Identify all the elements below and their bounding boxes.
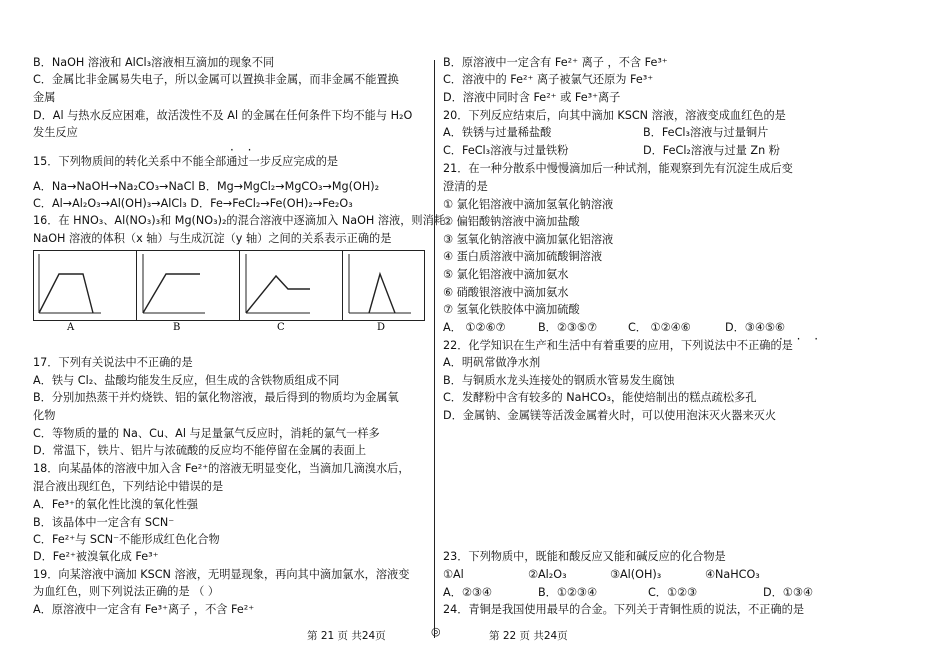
q21-option-c: C． ①②④⑥ bbox=[628, 321, 691, 334]
q20-option-b: B．FeCl₃溶液与过量铜片 bbox=[643, 126, 769, 139]
q23-items bbox=[443, 568, 760, 582]
page-number-right: 第 22 页 共24页 bbox=[489, 630, 568, 642]
text-line: 为血红色，则下列说法正确的是 （ ） bbox=[33, 585, 220, 598]
question-22: 22．化学知识在生产和生活中有着重要的应用，下列说法中不正确的是 bbox=[443, 339, 793, 352]
q22-option-b: B．与铜质水龙头连接处的钢质水管易发生腐蚀 bbox=[443, 374, 675, 387]
q19-option-c: C．溶液中的 Fe²⁺ 离子被氯气还原为 Fe³⁺ bbox=[443, 73, 654, 86]
question-23: 23．下列物质中，既能和酸反应又能和碱反应的化合物是 bbox=[443, 550, 726, 563]
q23-option-c: C．①②③ bbox=[648, 586, 698, 599]
question-16: 16．在 HNO₃、Al(NO₃)₃和 Mg(NO₃)₂的混合溶液中逐滴加入 NaOH 溶液，则消耗 bbox=[33, 214, 445, 227]
text-line: 化物 bbox=[33, 409, 56, 422]
text-line: C．金属比非金属易失电子，所以金属可以置换非金属，而非金属不能置换 bbox=[33, 73, 399, 86]
q16-graphs bbox=[33, 250, 425, 332]
q17-option-d: D．常温下，铁片、铝片与浓硫酸的反应均不能停留在金属的表面上 bbox=[33, 444, 367, 457]
question-20: 20．下列反应结束后，向其中滴加 KSCN 溶液，溶液变成血红色的是 bbox=[443, 109, 786, 122]
emphasis-dots: · · bbox=[230, 143, 257, 157]
graph-label-a: A bbox=[67, 322, 75, 332]
q21-item-4: ④ 蛋白质溶液中滴加硫酸铜溶液 bbox=[443, 250, 603, 263]
q21-option-d: D．③④⑤⑥ bbox=[725, 321, 785, 334]
q21-item-5: ⑤ 氯化铝溶液中滴加氨水 bbox=[443, 268, 569, 281]
q20-option-c: C．FeCl₃溶液与过量铁粉 bbox=[443, 144, 569, 157]
q16-graph-figure bbox=[33, 250, 425, 332]
graph-label-d: D bbox=[377, 322, 386, 332]
q22-option-a: A．明矾常做净水剂 bbox=[443, 356, 541, 369]
q19-option-b: B．原溶液中一定含有 Fe²⁺ 离子 ，不含 Fe³⁺ bbox=[443, 56, 668, 69]
q17-option-b: B．分别加热蒸干并灼烧铁、铝的氯化物溶液，最后得到的物质均为金属氧 bbox=[33, 391, 399, 404]
q21-item-7: ⑦ 氢氧化铁胶体中滴加硫酸 bbox=[443, 303, 580, 316]
q21-item-3: ③ 氢氧化钠溶液中滴加氯化铝溶液 bbox=[443, 233, 614, 246]
question-19: 19．向某溶液中滴加 KSCN 溶液，无明显现象，再向其中滴加氯水，溶液变 bbox=[33, 568, 410, 581]
q23-options bbox=[443, 586, 813, 600]
q18-option-c: C．Fe²⁺与 SCN⁻不能形成红色化合物 bbox=[33, 533, 220, 546]
graph-label-c: C bbox=[277, 322, 285, 332]
text-line: D．Al 与热水反应困难，故活泼性不及 Al 的金属在任何条件下均不能与 H₂O bbox=[33, 109, 413, 122]
q23-item: ③Al(OH)₃ bbox=[610, 568, 662, 581]
text-line: 澄清的是 bbox=[443, 180, 488, 193]
q23-item: ①Al bbox=[443, 568, 464, 581]
q15-options-ab: A．Na→NaOH→Na₂CO₃→NaCl B．Mg→MgCl₂→MgCO₃→Mg(OH)₂ bbox=[33, 180, 380, 193]
q22-option-c: C．发酵粉中含有较多的 NaHCO₃，能使焙制出的糕点疏松多孔 bbox=[443, 391, 757, 404]
page-number-left: 第 21 页 共24页 bbox=[307, 630, 386, 642]
q21-item-6: ⑥ 硝酸银溶液中滴加氨水 bbox=[443, 286, 569, 299]
q18-option-a: A．Fe³⁺的氧化性比溴的氧化性强 bbox=[33, 498, 198, 511]
q17-option-a: A．铁与 Cl₂、盐酸均能发生反应，但生成的含铁物质组成不同 bbox=[33, 374, 340, 387]
text-line: NaOH 溶液的体积（x 轴）与生成沉淀（y 轴）之间的关系表示正确的是 bbox=[33, 232, 392, 245]
q18-option-b: B．该晶体中一定含有 SCN⁻ bbox=[33, 516, 175, 529]
q20-options-ab bbox=[443, 126, 768, 140]
question-24: 24．青铜是我国使用最早的合金。下列关于青铜性质的说法，不正确的是 bbox=[443, 603, 805, 616]
q21-option-b: B．②③⑤⑦ bbox=[538, 321, 597, 334]
left-column bbox=[33, 0, 445, 672]
q19-option-a: A．原溶液中一定含有 Fe³⁺离子 ，不含 Fe²⁺ bbox=[33, 603, 255, 616]
text-line: 混合液出现红色，下列结论中错误的是 bbox=[33, 480, 224, 493]
q22-option-d: D．金属钠、金属镁等活泼金属着火时，可以使用泡沫灭火器来灭火 bbox=[443, 409, 777, 422]
q23-option-b: B．①②③④ bbox=[538, 586, 597, 599]
q23-item: ④NaHCO₃ bbox=[705, 568, 760, 581]
question-18: 18．向某晶体的溶液中加入含 Fe²⁺的溶液无明显变化，当滴加几滴溴水后， bbox=[33, 462, 410, 475]
binding-mark-icon: ◎ bbox=[431, 625, 441, 638]
column-divider bbox=[434, 60, 435, 638]
q21-options bbox=[443, 321, 785, 335]
q20-options-cd bbox=[443, 144, 780, 158]
q21-item-2: ② 偏铝酸钠溶液中滴加盐酸 bbox=[443, 215, 580, 228]
q23-option-a: A．②③④ bbox=[443, 586, 492, 599]
text-line: 发生反应 bbox=[33, 126, 78, 139]
q23-item: ②Al₂O₃ bbox=[528, 568, 567, 581]
question-15: 15．下列物质间的转化关系中不能全部通过一步反应完成的是 bbox=[33, 155, 339, 168]
emphasis-dots: · · · bbox=[779, 332, 824, 346]
q20-option-a: A．铁锈与过量稀盐酸 bbox=[443, 126, 552, 139]
right-column bbox=[443, 0, 843, 672]
question-21: 21．在一种分散系中慢慢滴加后一种试剂，能观察到先有沉淀生成后变 bbox=[443, 162, 793, 175]
text-line: 金属 bbox=[33, 91, 56, 104]
q23-option-d: D．①③④ bbox=[763, 586, 813, 599]
q21-option-a: A． ①②⑥⑦ bbox=[443, 321, 506, 334]
q20-option-d: D．FeCl₂溶液与过量 Zn 粉 bbox=[643, 144, 780, 157]
q15-options-cd: C．Al→Al₂O₃→Al(OH)₃→AlCl₃ D．Fe→FeCl₂→Fe(OH)₂→Fe₂O₃ bbox=[33, 197, 353, 210]
q18-option-d: D．Fe²⁺被溴氧化成 Fe³⁺ bbox=[33, 550, 159, 563]
text-line: B．NaOH 溶液和 AlCl₃溶液相互滴加的现象不同 bbox=[33, 56, 275, 69]
q21-item-1: ① 氯化铝溶液中滴加氢氧化钠溶液 bbox=[443, 198, 614, 211]
q17-option-c: C．等物质的量的 Na、Cu、Al 与足量氯气反应时，消耗的氯气一样多 bbox=[33, 427, 380, 440]
q19-option-d: D．溶液中同时含 Fe²⁺ 或 Fe³⁺离子 bbox=[443, 91, 621, 104]
graph-label-b: B bbox=[173, 322, 181, 332]
question-17: 17．下列有关说法中不正确的是 bbox=[33, 356, 193, 369]
